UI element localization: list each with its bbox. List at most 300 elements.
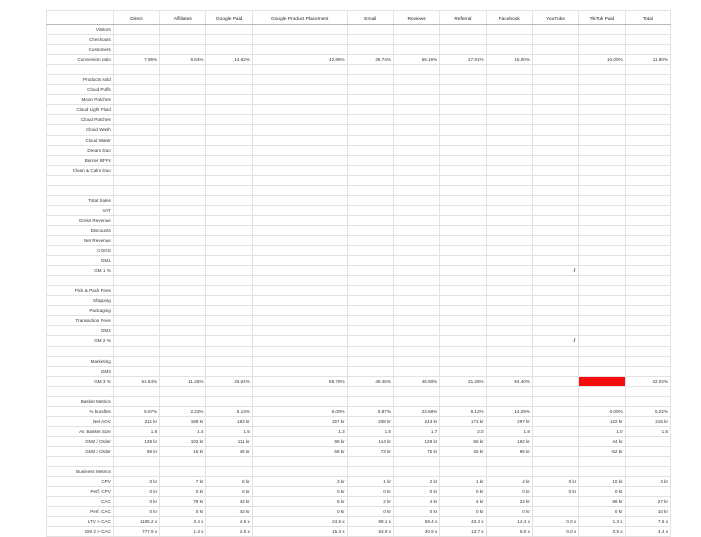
table-row <box>47 135 671 145</box>
cell: 21.28% <box>440 376 486 386</box>
cell: 30.9 x <box>393 527 439 537</box>
cell <box>252 286 347 296</box>
cell <box>625 125 670 135</box>
cell: 27.91% <box>440 55 486 65</box>
cell <box>252 326 347 336</box>
cell <box>486 155 532 165</box>
cell <box>532 185 578 195</box>
cell <box>252 316 347 326</box>
table-spacer-row <box>47 175 671 185</box>
cell: 0 kr <box>393 487 439 497</box>
cell: 1 kr <box>440 477 486 487</box>
table-row <box>47 396 671 406</box>
row-label: GM3 / Order <box>47 446 114 456</box>
cell <box>486 316 532 326</box>
cell: 7.96% <box>113 55 159 65</box>
cell <box>486 296 532 306</box>
cell <box>160 286 206 296</box>
cell: 43.4 x <box>440 517 486 527</box>
cell <box>252 195 347 205</box>
cell <box>347 235 393 245</box>
row-label: GM 2 > CAC <box>47 527 114 537</box>
cell: 1.5 <box>347 426 393 436</box>
cell <box>579 386 625 396</box>
cell <box>486 215 532 225</box>
cell <box>252 336 347 346</box>
cell <box>252 135 347 145</box>
cell: 102 kr <box>160 436 206 446</box>
cell <box>113 205 159 215</box>
cell <box>579 115 625 125</box>
cell <box>625 386 670 396</box>
cell <box>532 507 578 517</box>
cell: 0 kr <box>252 487 347 497</box>
cell <box>347 266 393 276</box>
cell: 0.5 x <box>579 527 625 537</box>
cell <box>486 185 532 195</box>
row-label: Dream Duo <box>47 145 114 155</box>
cell <box>625 95 670 105</box>
cell <box>393 35 439 45</box>
cell <box>252 185 347 195</box>
cell <box>347 276 393 286</box>
cell <box>532 225 578 235</box>
cell: 0 kr <box>160 487 206 497</box>
cell <box>160 396 206 406</box>
cell <box>113 75 159 85</box>
cell <box>486 286 532 296</box>
cell: 6.00% <box>252 406 347 416</box>
cell: 1.3 x <box>579 517 625 527</box>
cell <box>252 105 347 115</box>
table-row <box>47 145 671 155</box>
cell <box>579 356 625 366</box>
table-spacer-row <box>47 457 671 467</box>
cell <box>625 286 670 296</box>
cell <box>206 95 252 105</box>
cell <box>160 356 206 366</box>
cell: 3 kr <box>252 477 347 487</box>
cell <box>579 85 625 95</box>
cell <box>160 75 206 85</box>
cell <box>113 346 159 356</box>
cell <box>486 195 532 205</box>
cell: 139 kr <box>113 436 159 446</box>
cell <box>113 185 159 195</box>
cell <box>252 45 347 55</box>
cell <box>532 346 578 356</box>
cell <box>486 45 532 55</box>
cell <box>206 266 252 276</box>
cell <box>160 145 206 155</box>
cell: 2.0 <box>440 426 486 436</box>
table-row <box>47 497 671 507</box>
cell: 43 kr <box>206 507 252 517</box>
cell: 16.00% <box>486 55 532 65</box>
cell <box>252 256 347 266</box>
cell: 243 kr <box>393 416 439 426</box>
cell <box>486 75 532 85</box>
cell <box>625 446 670 456</box>
cell: 0 kr <box>532 477 578 487</box>
column-header-youtube: YouTube <box>532 11 578 25</box>
cell <box>160 215 206 225</box>
cell: 0 kr <box>532 487 578 497</box>
cell: 0 kr <box>486 507 532 517</box>
cell <box>347 25 393 35</box>
cell <box>532 316 578 326</box>
cell <box>393 225 439 235</box>
cell <box>486 246 532 256</box>
table-row <box>47 527 671 537</box>
row-label: Shipping <box>47 296 114 306</box>
cell <box>206 205 252 215</box>
cell <box>440 457 486 467</box>
cell: 2.23% <box>160 406 206 416</box>
row-label: VAT <box>47 205 114 215</box>
cell: 12.4 x <box>486 517 532 527</box>
cell <box>206 467 252 477</box>
cell <box>160 467 206 477</box>
cell <box>113 95 159 105</box>
cell: 55.76% <box>252 376 347 386</box>
cell <box>486 457 532 467</box>
cell <box>252 95 347 105</box>
row-label: Net Revenue <box>47 235 114 245</box>
cell <box>206 25 252 35</box>
row-label: CPV <box>47 477 114 487</box>
row-label: Total Sales <box>47 195 114 205</box>
cell <box>206 256 252 266</box>
cell: 5.22% <box>625 406 670 416</box>
cell <box>393 296 439 306</box>
cell <box>347 215 393 225</box>
row-label: Clean & Calm Duo <box>47 165 114 175</box>
cell <box>440 366 486 376</box>
table-spacer-row <box>47 276 671 286</box>
cell <box>486 306 532 316</box>
cell <box>113 326 159 336</box>
cell <box>532 306 578 316</box>
cell: 1185.2 x <box>113 517 159 527</box>
cell <box>625 326 670 336</box>
cell <box>252 296 347 306</box>
cell <box>160 175 206 185</box>
cell <box>625 45 670 55</box>
cell <box>206 346 252 356</box>
cell: 0 kr <box>113 507 159 517</box>
cell <box>486 175 532 185</box>
cell <box>160 165 206 175</box>
cell: 4 kr <box>440 497 486 507</box>
table-row <box>47 436 671 446</box>
cell <box>532 205 578 215</box>
cell <box>347 326 393 336</box>
cell: 35.74% <box>347 55 393 65</box>
cell <box>206 215 252 225</box>
cell <box>579 235 625 245</box>
cell <box>113 65 159 75</box>
cell <box>393 195 439 205</box>
row-label: GM 1 % <box>47 266 114 276</box>
cell <box>393 75 439 85</box>
cell: 24.6 x <box>252 517 347 527</box>
cell <box>113 316 159 326</box>
cell <box>532 175 578 185</box>
cell <box>252 35 347 45</box>
cell: 0 kr <box>252 507 347 517</box>
cell <box>440 35 486 45</box>
cell <box>160 105 206 115</box>
cell: 1.3 x <box>160 527 206 537</box>
cell <box>486 326 532 336</box>
cell: 215 kr <box>625 416 670 426</box>
cell: 99.1 x <box>347 517 393 527</box>
cell <box>625 195 670 205</box>
column-header-affiliates: Affiliates <box>160 11 206 25</box>
cell <box>113 246 159 256</box>
table-row <box>47 477 671 487</box>
cell <box>206 185 252 195</box>
cell <box>347 296 393 306</box>
row-label: Gross Revenue <box>47 215 114 225</box>
row-label: Discounts <box>47 225 114 235</box>
cell <box>486 346 532 356</box>
cell <box>532 75 578 85</box>
cell: 6 kr <box>206 477 252 487</box>
cell <box>532 165 578 175</box>
cell: 2.4 x <box>160 517 206 527</box>
cell <box>347 135 393 145</box>
cell <box>347 457 393 467</box>
cell <box>160 155 206 165</box>
cell <box>393 386 439 396</box>
cell <box>532 296 578 306</box>
row-label: % bundles <box>47 406 114 416</box>
cell <box>625 306 670 316</box>
cell <box>532 145 578 155</box>
table-row <box>47 286 671 296</box>
cell <box>206 155 252 165</box>
cell: 114 kr <box>347 436 393 446</box>
cell <box>579 336 625 346</box>
cell: 183 kr <box>206 416 252 426</box>
table-row <box>47 45 671 55</box>
row-label: Transaction Fees <box>47 316 114 326</box>
cell <box>252 467 347 477</box>
cell <box>486 145 532 155</box>
cell <box>579 205 625 215</box>
cell: 4.5 x <box>206 517 252 527</box>
cell <box>486 205 532 215</box>
row-label: COGS <box>47 246 114 256</box>
cell <box>393 235 439 245</box>
cell <box>486 65 532 75</box>
cell <box>579 135 625 145</box>
cell <box>579 195 625 205</box>
cell <box>347 256 393 266</box>
cell <box>625 396 670 406</box>
cell: 96 kr <box>579 497 625 507</box>
cell <box>393 45 439 55</box>
cell <box>579 266 625 276</box>
cell <box>160 45 206 55</box>
table-row <box>47 366 671 376</box>
cell <box>252 457 347 467</box>
cell <box>252 306 347 316</box>
cell <box>532 336 578 346</box>
cell <box>252 65 347 75</box>
cell <box>440 205 486 215</box>
cell: 49.45% <box>347 376 393 386</box>
cell <box>625 25 670 35</box>
cell <box>532 386 578 396</box>
cell <box>579 256 625 266</box>
cell: 0.00% <box>579 406 625 416</box>
cell <box>206 165 252 175</box>
table-row <box>47 25 671 35</box>
cell <box>579 286 625 296</box>
row-label <box>47 175 114 185</box>
table-row <box>47 426 671 436</box>
cell <box>206 45 252 55</box>
cell <box>532 266 578 276</box>
cell <box>625 487 670 497</box>
cell <box>440 346 486 356</box>
cell <box>532 497 578 507</box>
table-spacer-row <box>47 386 671 396</box>
cell <box>206 366 252 376</box>
cell <box>440 396 486 406</box>
cell: 211 kr <box>113 416 159 426</box>
table-row <box>47 35 671 45</box>
cell: 54.40% <box>486 376 532 386</box>
table-spacer-row <box>47 185 671 195</box>
cell: 0.0 x <box>532 527 578 537</box>
cell <box>206 195 252 205</box>
cell: 61.84% <box>113 376 159 386</box>
cell <box>393 105 439 115</box>
cell <box>579 326 625 336</box>
cell <box>160 35 206 45</box>
cell <box>625 115 670 125</box>
cell <box>113 336 159 346</box>
cell <box>113 356 159 366</box>
cell: 2 kr <box>393 477 439 487</box>
cell <box>393 25 439 35</box>
table-row <box>47 125 671 135</box>
cell: 1.8 <box>113 426 159 436</box>
cell <box>252 215 347 225</box>
table-row <box>47 316 671 326</box>
cell <box>393 366 439 376</box>
cell: -52 kr <box>579 446 625 456</box>
cell <box>113 276 159 286</box>
cell <box>206 85 252 95</box>
column-header-google-paid: Google Paid <box>206 11 252 25</box>
cell <box>252 85 347 95</box>
table-row <box>47 105 671 115</box>
cell <box>347 195 393 205</box>
column-header-referral: Referral <box>440 11 486 25</box>
column-header-facebook: Facebook <box>486 11 532 25</box>
cell <box>393 336 439 346</box>
table-row <box>47 95 671 105</box>
cell: 1.5 <box>625 426 670 436</box>
row-label <box>47 276 114 286</box>
cell <box>440 95 486 105</box>
cell <box>252 145 347 155</box>
row-label: Checkouts <box>47 35 114 45</box>
row-label <box>47 457 114 467</box>
cell: 46.50% <box>393 376 439 386</box>
cell <box>160 185 206 195</box>
cell <box>532 115 578 125</box>
cell <box>160 205 206 215</box>
row-label: Basket Metrics <box>47 396 114 406</box>
cell <box>160 65 206 75</box>
row-label: Customers <box>47 45 114 55</box>
cell <box>160 276 206 286</box>
cell <box>347 306 393 316</box>
cell <box>347 45 393 55</box>
cell <box>113 25 159 35</box>
cell <box>440 165 486 175</box>
cell <box>113 45 159 55</box>
cell <box>347 105 393 115</box>
cell <box>252 386 347 396</box>
cell <box>579 95 625 105</box>
row-label <box>47 346 114 356</box>
cell <box>252 396 347 406</box>
cell: 173 kr <box>440 416 486 426</box>
cell <box>486 235 532 245</box>
cell <box>440 185 486 195</box>
cell <box>486 85 532 95</box>
row-label: Packaging <box>47 306 114 316</box>
cell <box>579 105 625 115</box>
cell: 0 kr <box>113 477 159 487</box>
cell <box>160 316 206 326</box>
cell: 192 kr <box>486 436 532 446</box>
cell <box>486 386 532 396</box>
cell <box>206 115 252 125</box>
cell <box>579 346 625 356</box>
cell <box>579 35 625 45</box>
cell <box>532 436 578 446</box>
cell <box>160 115 206 125</box>
cell: 96 kr <box>486 446 532 456</box>
cell <box>347 155 393 165</box>
row-label <box>47 65 114 75</box>
cell <box>579 45 625 55</box>
row-label: Marketing <box>47 356 114 366</box>
cell: 11.80% <box>625 55 670 65</box>
cell <box>625 346 670 356</box>
cell <box>625 246 670 256</box>
cell: 7.6 x <box>625 517 670 527</box>
cell: 2 kr <box>347 497 393 507</box>
cell: 53.9 x <box>347 527 393 537</box>
cell <box>440 225 486 235</box>
cell: 122 kr <box>579 416 625 426</box>
cell <box>113 155 159 165</box>
column-header-direct: Direct <box>113 11 159 25</box>
cell <box>532 65 578 75</box>
cell <box>252 155 347 165</box>
cell: 0 kr <box>347 507 393 517</box>
cell <box>393 85 439 95</box>
